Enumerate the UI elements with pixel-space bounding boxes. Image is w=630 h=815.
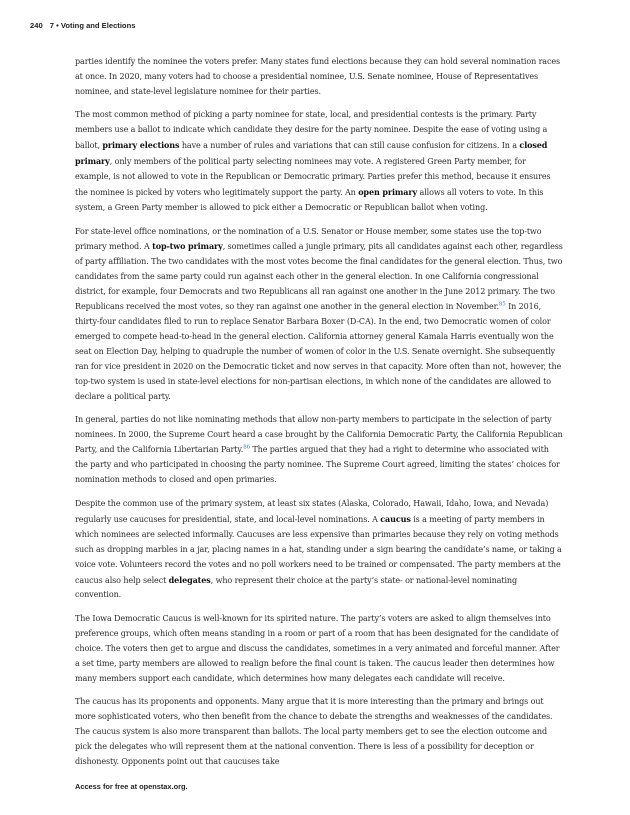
paragraph-1: parties identify the nominee the voters prefer. Many states fund elections because they can hold several nomination races at once. In 2020, many voters had to choose a presidential nominee, U.S. Senate nominee, House of Representatives nominee, and state-level legislature nominee for their parties. [75,57,561,96]
term-primary-elections: primary elections [102,140,180,151]
paragraph-7: The caucus has its proponents and opponents. Many argue that it is more interesting than the primary and brings out more sophisticated voters, who then benefit from the chance to debate the strengths and weaknesses of the candidates. The caucus system is also more transparent than ballots. The local party members get to see the election outcome and pick the delegates who will represent them at the national convention. There is less of a possibility for deception or dishonesty. Opponents point out that caucuses take [75,697,553,766]
paragraph-3: For state-level office nominations, or the nomination of a U.S. Senator or House member, some states use the top-two primary method. A top-two primary, sometimes called a jungle primary, pits all candidates against each other, regardless of party affiliation. The two candidates with the most votes become the final candidates for the general election. Thus, two candidates from the same party could run against each other in the general election. In one California congressional district, for example, four Democrats and two Republicans all ran against one another in the June 2012 primary. The two Republicans received the most votes, so they ran against one another in the general election in November.$^{85}$ In 2016, thirty-four candidates filed to run to replace Senator Barbara Boxer (D-CA). In the end, two Democratic women of color emerged to compete head-to-head in the general election. California attorney general Kamala Harris eventually won the seat on Election Day, helping to quadruple the number of women of color in the U.S. Senate overnight. She subsequently ran for vice president in 2020 on the Democratic ticket and now serves in that capacity. More often than not, however, the top-two system is used in state-level elections for non-partisan elections, in which none of the candidates are allowed to declare a political party. [75,226,563,402]
term-caucus: caucus [380,513,411,524]
paragraph-4: In general, parties do not like nominating methods that allow non-party members to participate in the selection of party nominees. In 2000, the Supreme Court heard a case brought by the California Democratic Party, the California Republican Party, and the California Libertarian Party.$^{86}$ The parties argued that they had a right to determine who associated with the party and who participated in choosing the party nominee. The Supreme Court agreed, limiting the states’ choices for nomination methods to closed and open primaries. [75,415,563,485]
term-closed-primary: closed primary [75,140,548,167]
paragraph-6: The Iowa Democratic Caucus is well-known for its spirited nature. The party’s voters are asked to align themselves into preference groups, which often means standing in a room or part of a room that has been designated for the candidate of choice. The voters then get to argue and discuss the candidates, sometimes in a very animated and forceful manner. After a set time, party members are allowed to realign before the final count is taken. The caucus leader then determines how many members support each candidate, which determines how many delegates each candidate will receive. [75,613,560,683]
page-number: 240 [30,21,43,30]
term-open-primary: open primary [358,187,418,198]
term-delegates: delegates [168,574,211,585]
footnote-link-86[interactable]: 86 [243,444,250,451]
chapter-title: 7 • Voting and Elections [49,21,136,30]
footer-access-note: Access for free at openstax.org. [75,782,188,791]
paragraph-5: Despite the common use of the primary system, at least six states (Alaska, Colorado, Hawaii, Idaho, Iowa, and Nevada) regularly use caucuses for presidential, state, and local-level nominations. A caucus is a meeting of party members in which nominees are selected informally. Caucuses are less expensive than primaries because they rely on voting methods such as dropping marbles in a jar, placing names in a hat, standing under a sign bearing the candidate’s name, or taking a voice vote. Volunteers record the votes and no poll workers need to be trained or compensated. The party members at the caucus also help select delegates, who represent their choice at the party’s state- or national-level nominating convention. [75,498,562,600]
running-header [30,21,135,30]
paragraph-2: The most common method of picking a party nominee for state, local, and presidential contests is the primary. Party members use a ballot to indicate which candidate they desire for the party nominee. Despite the ease of voting using a ballot, primary elections have a number of rules and variations that can still cause confusion for citizens. In a closed primary, only members of the political party selecting nominees may vote. A registered Green Party member, for example, is not allowed to vote in the Republican or Democratic primary. Parties prefer this method, because it ensures the nominee is picked by voters who legitimately support the party. An open primary allows all voters to vote. In this system, a Green Party member is allowed to pick either a Democratic or Republican ballot when voting. [75,110,551,213]
body-text [75,55,563,778]
term-top-two-primary: top-two primary [152,241,223,252]
footnote-link-85[interactable]: 85 [498,301,506,308]
